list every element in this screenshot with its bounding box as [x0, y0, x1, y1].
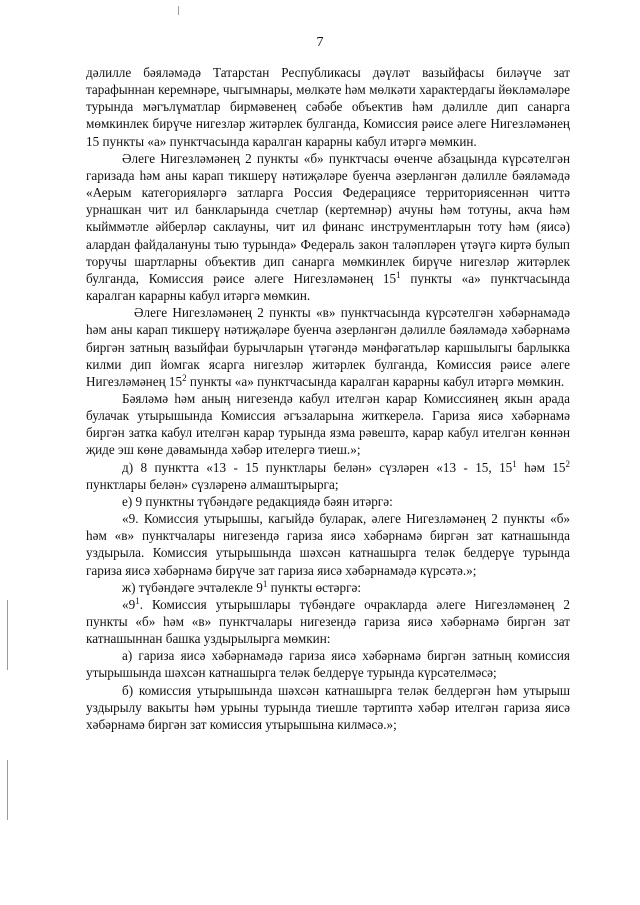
text-run: пункты «а» пунктчасында каралган карарны кабул итәргә мөмкин.	[186, 373, 565, 389]
text-run: Әлеге Нигезләмәнең 2 пункты «б» пунктчасы өченче абзацында күрсәтелгән гаризада һәм аны карап тикшерү нәтиҗәләре буенча әзерләнгән дәлилле бәяләмәдә «Аерым категорияләргә затларга Россия Федерациясе территориясеннән читтә урнашкан чит ил банкларында счетлар (кертемнәр) ачуны һәм тотуны, акча һәм кыйммәтле әйберләр саклауны, чит ил финанс инструментларын тоту һәм (яисә) алардан файдалануны тыю турында» Федераль закон таләпләрен үтәүгә киртә булып торучы шартларны объектив дип санарга мөмкинлек бирүче нигезләр житәрлек булганда, Комиссия рәисе әлеге Нигезләмәнең 15	[86, 150, 570, 286]
paragraph	[86, 596, 570, 647]
text-run: е) 9 пунктны түбәндәге редакциядә бәян итәргә:	[122, 493, 393, 509]
scan-mark	[178, 6, 179, 15]
text-run: . Комиссия утырышлары түбәндәге очракларда әлеге Нигезләмәнең 2 пункты «б» һәм «в» пунктчалары нигезендә гариза яисә хәбәрнамә биргән зат катнашыннан башка уздырылырга мөмкин:	[86, 596, 570, 647]
paragraph	[86, 682, 570, 733]
text-run: «9. Комиссия утырышы, кагыйдә буларак, әлеге Нигезләмәнең 2 пункты «б» һәм «в» пунктчалары нигезендә гариза яисә хәбәрнамә биргән зат катнашында уздырыла. Комиссия утырышында шәхсән катнашырга теләк белдерүе турында гариза яисә хәбәрнамә бирүче зат гариза яисә хәбәрнамәдә күрсәтә.»;	[86, 511, 570, 578]
paragraph	[86, 459, 570, 493]
superscript: 1	[512, 458, 517, 469]
superscript: 1	[262, 578, 268, 589]
document-body	[86, 64, 570, 733]
text-run: пункты өстәргә:	[267, 579, 362, 595]
paragraph	[86, 647, 570, 681]
scan-mark	[7, 600, 8, 670]
superscript: 2	[182, 372, 187, 383]
superscript: 2	[565, 458, 571, 469]
scan-mark	[7, 760, 8, 820]
text-run: пункты «а» пунктчасында каралган карарны кабул итәргә мөмкин.	[86, 270, 570, 304]
text-run: ж) түбәндәге эчтәлекле 9	[122, 579, 263, 595]
text-run: дәлилле бәяләмәдә Татарстан Республикасы дәүләт вазыйфасы биләүче зат тарафыннан керемнәре, чыгымнары, мөлкәте һәм мөлкәти характердагы йөкләмәләре турында мәгълүматлар бирмәвенең сәбәбе объектив һәм дәлилле дип санарга мөмкинлек бирүче нигезләр житәрлек булганда, Комиссия рәисе әлеге Нигезләмәнең 15 пункты «а» пунктчасында каралган карарны кабул итәргә мөмкин.	[86, 65, 570, 149]
text-run: пунктлары белән» сүзләренә алмаштырырга;	[86, 476, 339, 492]
paragraph	[86, 64, 570, 150]
text-run: Әлеге Нигезләмәнең 2 пункты «в» пунктчасында күрсәтелгән хәбәрнамәдә һәм аны карап тикшерү нәтиҗәләре буенча әзерләнгән дәлилле бәяләмәдә хәбәрнамә биргән затның вазыйфаи бурычларын үтәгәндә мәнфәгатьләр каршылыгы барлыкка килми дип йомгак ясарга нигезләр житәрлек булганда, Комиссия рәисе әлеге Нигезләмәнең 15	[86, 305, 570, 389]
text-run: Бәяләмә һәм аның нигезендә кабул ителгән карар Комиссиянең якын арада булачак утырышында Комиссия әгъзаларына житкерелә. Гариза яисә хәбәрнамә биргән затка кабул ителгән карар турында язма рәвештә, карар кабул ителгән көннән җиде эш көне дәвамында хәбәр итeлергә тиеш.»;	[86, 390, 570, 458]
paragraph	[86, 304, 570, 390]
text-run: д) 8 пунктта «13 - 15 пунктлары белән» сүзләрен «13 - 15, 15	[122, 459, 513, 475]
superscript: 1	[135, 595, 140, 606]
paragraph	[86, 150, 570, 304]
page-number: 7	[316, 35, 324, 50]
text-run: «9	[122, 596, 136, 612]
paragraph	[86, 493, 570, 510]
superscript: 1	[396, 269, 401, 280]
paragraph	[86, 579, 570, 596]
paragraph	[86, 390, 570, 459]
paragraph	[86, 510, 570, 579]
text-run: б) комиссия утырышында шәхсән катнашырга теләк белдергән һәм утырыш уздырылу вакыты һәм урыны турында тиешле тәртиптә хәбәр ителгән гариза яисә хәбәрнамә биргән зат комиссия утырышына килмәсә.»;	[86, 682, 570, 732]
text-run: а) гариза яисә хәбәрнамәдә гариза яисә хәбәрнамә биргән затның комиссия утырышында шәхсән катнашырга теләк белдерүе турында күрсәтелмәсә;	[86, 648, 570, 681]
text-run: һәм 15	[516, 459, 566, 475]
